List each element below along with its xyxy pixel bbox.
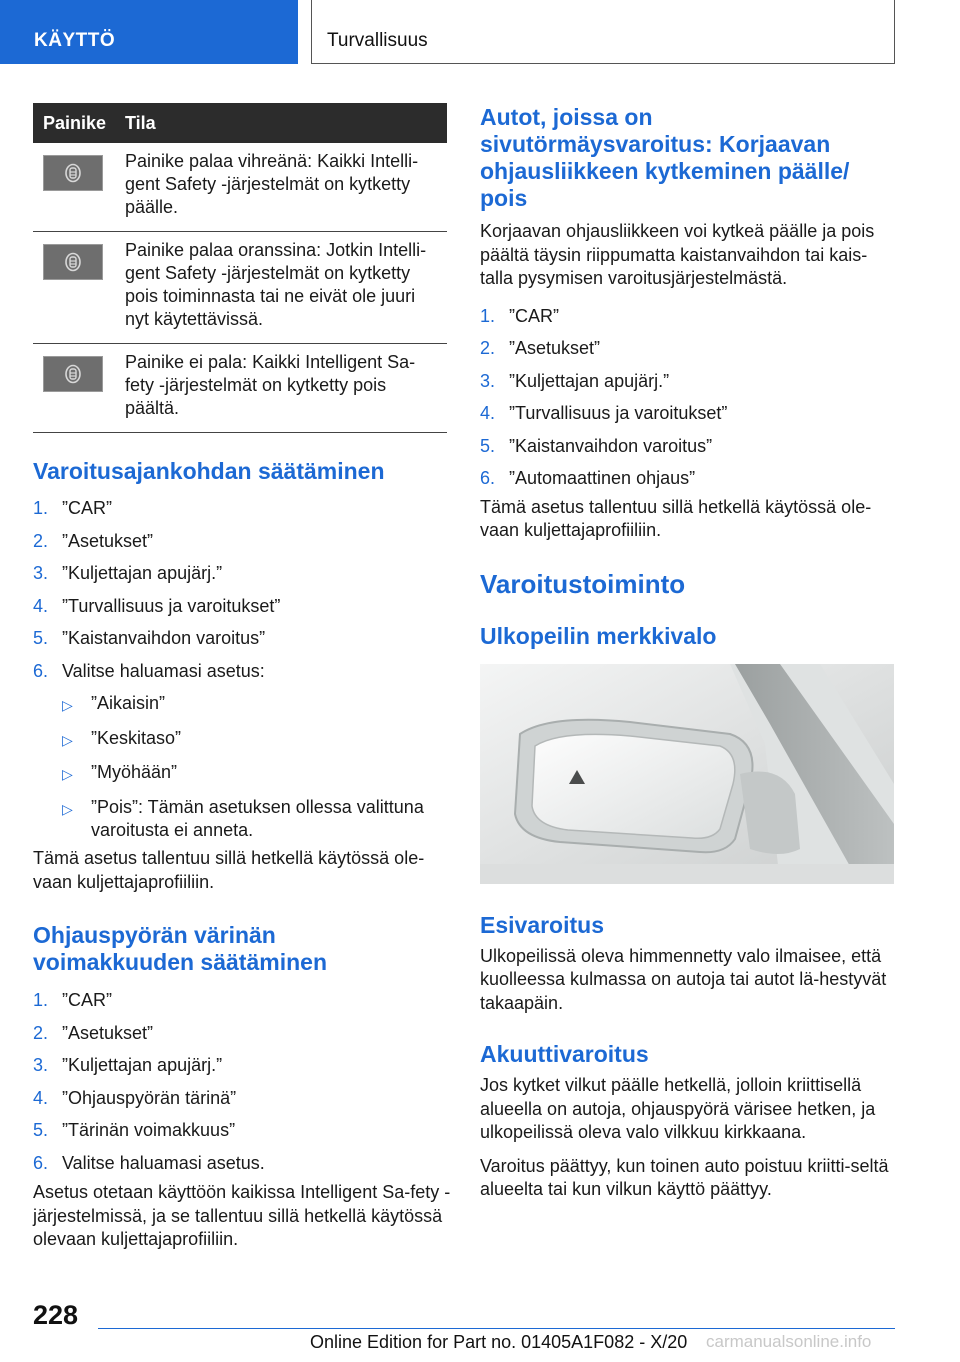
note-warning-timing: Tämä asetus tallentuu sillä hetkellä käytössä ole-vaan kuljettajaprofiiliin. [33, 848, 425, 892]
text-warning-end: Varoitus päättyy, kun toinen auto poistuu kriitti-seltä alueelta tai kun vilkun käyttö päättyy. [480, 1155, 889, 1199]
steps-corrective-steering [480, 305, 898, 491]
list-item: 6. ”Automaattinen ohjaus” [480, 468, 696, 488]
list-item: 2. ”Asetukset” [33, 1022, 154, 1043]
heading-mirror-light: Ulkopeilin merkkivalo [480, 622, 717, 649]
footer-divider [98, 1328, 895, 1329]
list-item: ▷ ”Aikaisin” [62, 692, 453, 717]
triangle-bullet-icon: ▷ [62, 731, 73, 748]
heading-corrective-steering: Autot, joissa on sivutörmäysvaroitus: Korjaavan ohjausliikkeen kytkeminen päälle/ pois [480, 104, 850, 211]
steps-warning-timing [33, 497, 453, 683]
note-corrective-steering: Tämä asetus tallentuu sillä hetkellä käytössä ole-vaan kuljettajaprofiiliin. [480, 496, 872, 540]
triangle-bullet-icon: ▷ [62, 697, 73, 713]
triangle-bullet-icon: ▷ [62, 800, 73, 817]
list-item: 3. ”Kuljettajan apujärj.” [33, 563, 223, 583]
heading-warning-function: Varoitustoiminto [480, 568, 686, 599]
heading-acute-warning: Akuuttivaroitus [480, 1041, 649, 1067]
list-item: 2. ”Asetukset” [480, 338, 601, 358]
list-item: 4. ”Turvallisuus ja varoitukset” [33, 595, 281, 616]
table-cell-state: Painike palaa oranssina: Jotkin Intelli-gent Safety -järjestelmät on kytketty pois toiminnasta tai ne eivät ole juuri nyt käytettävissä. [125, 240, 427, 329]
heading-warning-timing: Varoitusajankohdan säätäminen [33, 458, 385, 484]
intelligent-safety-button-icon [43, 356, 103, 392]
heading-pre-warning: Esivaroitus [480, 911, 604, 938]
list-item: 5. ”Tärinän voimakkuus” [33, 1120, 236, 1140]
table-row [33, 344, 447, 433]
list-item: 4. ”Ohjauspyörän tärinä” [33, 1087, 237, 1108]
list-item: 5. ”Kaistanvaihdon varoitus” [33, 628, 266, 648]
text-pre-warning: Ulkopeilissä oleva himmennetty valo ilmaisee, että kuolleessa kulmassa on autoja tai autot lä-hestyvät takaapäin. [480, 945, 887, 1013]
right-column [480, 104, 898, 1202]
page-number: 228 [33, 1300, 79, 1330]
list-item: 1. ”CAR” [480, 305, 559, 326]
list-item: ▷ ”Pois”: Tämän asetuksen ollessa valittuna varoitusta ei anneta. [62, 796, 424, 840]
list-item: 6. Valitse haluamasi asetus. [33, 1152, 265, 1173]
table-cell-state: Painike palaa vihreänä: Kaikki Intelli-gent Safety -järjestelmät on kytketty päälle. [125, 151, 419, 217]
list-item: 4. ”Turvallisuus ja varoitukset” [480, 403, 728, 423]
table-row [33, 143, 447, 232]
list-item: ▷ ”Myöhään” [62, 761, 453, 786]
intelligent-safety-button-icon [43, 244, 103, 280]
list-item: 6. Valitse haluamasi asetus: [33, 660, 265, 681]
text-acute-warning: Jos kytket vilkut päälle hetkellä, jolloin kriittisellä alueella on autoja, ohjauspyörä värisee hetken, ja ulkopeilissä oleva valo vilkkuu kirkkaana. [480, 1075, 876, 1142]
list-item: 5. ”Kaistanvaihdon varoitus” [480, 435, 713, 456]
note-steering-vibration: Asetus otetaan käyttöön kaikissa Intelligent Sa-fety -järjestelmissä, ja se tallentuu sillä hetkellä käytössä olevaan kuljettajaprofiiliin. [33, 1182, 451, 1249]
left-column [33, 458, 453, 1252]
list-item: 1. ”CAR” [33, 990, 112, 1010]
intelligent-safety-button-icon [43, 155, 103, 191]
edition-text: Online Edition for Part no. 01405A1F082 - X/20 [310, 1332, 688, 1352]
column-header-button: Painike [43, 112, 107, 133]
button-state-table [33, 103, 447, 433]
list-item: 3. ”Kuljettajan apujärj.” [33, 1055, 223, 1075]
table-header [33, 103, 447, 143]
column-header-state: Tila [125, 112, 156, 133]
warning-timing-options [62, 692, 453, 842]
side-mirror-illustration [480, 664, 894, 884]
watermark: carmanualsonline.info [706, 1332, 872, 1351]
list-item: 2. ”Asetukset” [33, 530, 154, 551]
section-tab: KÄYTTÖ [0, 0, 298, 64]
triangle-bullet-icon: ▷ [62, 766, 73, 782]
list-item: 3. ”Kuljettajan apujärj.” [480, 370, 670, 391]
steps-steering-vibration [33, 989, 453, 1175]
chapter-title: Turvallisuus [311, 0, 895, 64]
table-cell-state: Painike ei pala: Kaikki Intelligent Sa-fety -järjestelmät on kytketty pois päältä. [125, 352, 416, 418]
table-row [33, 232, 447, 344]
intro-corrective-steering: Korjaavan ohjausliikkeen voi kytkeä päälle ja pois päältä täysin riippumatta kaistanvaihdon tai kais-talla pysymisen varoitusjärjestelmästä. [480, 221, 875, 288]
list-item: ▷ ”Keskitaso” [62, 727, 453, 752]
heading-steering-vibration: Ohjauspyörän värinän voimakkuuden säätäminen [33, 922, 327, 975]
list-item: 1. ”CAR” [33, 498, 112, 518]
